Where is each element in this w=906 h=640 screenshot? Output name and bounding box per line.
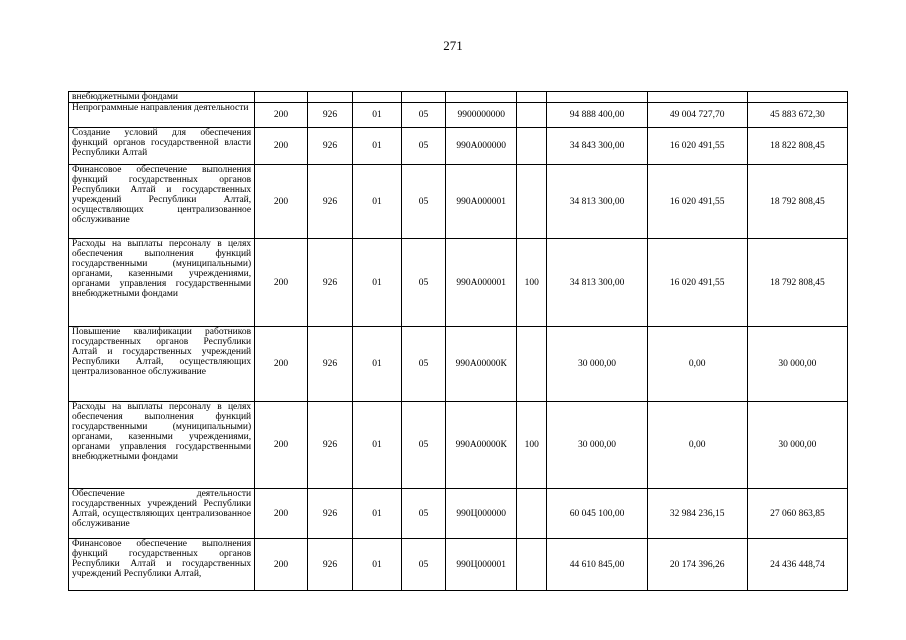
table-row (69, 103, 848, 128)
code-b-cell (307, 92, 353, 103)
amount-remaining-cell: 30 000,00 (747, 327, 847, 402)
amount-plan-cell: 30 000,00 (547, 327, 647, 402)
code-a-cell (255, 92, 308, 103)
code-b-cell: 926 (307, 489, 353, 539)
subsection-cell: 05 (401, 239, 446, 327)
section-cell: 01 (353, 239, 402, 327)
amount-remaining-cell: 30 000,00 (747, 402, 847, 489)
code-b-cell: 926 (307, 327, 353, 402)
target-article-cell: 990А000001 (446, 165, 517, 239)
row-name-cell: Финансовое обеспечение выполнения функций государственных органов Республики Алтай и государственных учреждений Республики Алтай, (69, 539, 255, 591)
amount-executed-cell (647, 92, 747, 103)
row-name-cell: Финансовое обеспечение выполнения функций государственных органов Республики Алтай и государственных учреждений Республики Алтай, осуществляющих централизованное обслуживание (69, 165, 255, 239)
row-name-cell: Обеспечение деятельности государственных учреждений Республики Алтай, осуществляющих централизованное обслуживание (69, 489, 255, 539)
expense-type-cell (517, 103, 547, 128)
target-article-cell: 990Ц000000 (446, 489, 517, 539)
expense-type-cell (517, 539, 547, 591)
target-article-cell: 990А000001 (446, 239, 517, 327)
table-row (69, 402, 848, 489)
code-b-cell: 926 (307, 239, 353, 327)
amount-remaining-cell: 18 792 808,45 (747, 165, 847, 239)
row-name-cell: Непрограммные направления деятельности (69, 103, 255, 128)
amount-plan-cell: 94 888 400,00 (547, 103, 647, 128)
row-name-cell: Создание условий для обеспечения функций органов государственной власти Республики Алтай (69, 128, 255, 165)
amount-remaining-cell: 24 436 448,74 (747, 539, 847, 591)
amount-plan-cell: 30 000,00 (547, 402, 647, 489)
amount-executed-cell: 20 174 396,26 (647, 539, 747, 591)
code-a-cell: 200 (255, 239, 308, 327)
amount-executed-cell: 0,00 (647, 402, 747, 489)
expense-type-cell (517, 489, 547, 539)
expense-type-cell (517, 165, 547, 239)
subsection-cell: 05 (401, 103, 446, 128)
amount-plan-cell: 34 843 300,00 (547, 128, 647, 165)
code-a-cell: 200 (255, 402, 308, 489)
code-a-cell: 200 (255, 165, 308, 239)
amount-executed-cell: 49 004 727,70 (647, 103, 747, 128)
amount-plan-cell: 60 045 100,00 (547, 489, 647, 539)
code-b-cell: 926 (307, 103, 353, 128)
section-cell: 01 (353, 128, 402, 165)
subsection-cell (401, 92, 446, 103)
subsection-cell: 05 (401, 128, 446, 165)
expense-type-cell: 100 (517, 402, 547, 489)
table-row (69, 165, 848, 239)
code-b-cell: 926 (307, 165, 353, 239)
table-row (69, 327, 848, 402)
amount-remaining-cell: 45 883 672,30 (747, 103, 847, 128)
code-b-cell: 926 (307, 402, 353, 489)
amount-remaining-cell: 18 792 808,45 (747, 239, 847, 327)
target-article-cell: 990Ц000001 (446, 539, 517, 591)
row-name-cell: Расходы на выплаты персоналу в целях обеспечения выполнения функций государственными (муниципальными) органами, казенными учреждениями, органами управления государственными внебюджетными фондами (69, 239, 255, 327)
subsection-cell: 05 (401, 165, 446, 239)
table-row (69, 489, 848, 539)
row-name-cell: Расходы на выплаты персоналу в целях обеспечения выполнения функций государственными (муниципальными) органами, казенными учреждениями, органами управления государственными внебюджетными фондами (69, 402, 255, 489)
code-a-cell: 200 (255, 128, 308, 165)
code-b-cell: 926 (307, 128, 353, 165)
section-cell: 01 (353, 402, 402, 489)
row-name-cell: внебюджетными фондами (69, 92, 255, 103)
amount-plan-cell: 34 813 300,00 (547, 239, 647, 327)
target-article-cell: 990А000000 (446, 128, 517, 165)
expense-type-cell: 100 (517, 239, 547, 327)
amount-executed-cell: 16 020 491,55 (647, 165, 747, 239)
expense-type-cell (517, 128, 547, 165)
target-article-cell: 990А00000К (446, 327, 517, 402)
subsection-cell: 05 (401, 539, 446, 591)
amount-remaining-cell: 27 060 863,85 (747, 489, 847, 539)
target-article-cell: 990А00000К (446, 402, 517, 489)
target-article-cell: 9900000000 (446, 103, 517, 128)
code-a-cell: 200 (255, 489, 308, 539)
section-cell (353, 92, 402, 103)
code-a-cell: 200 (255, 103, 308, 128)
code-b-cell: 926 (307, 539, 353, 591)
subsection-cell: 05 (401, 489, 446, 539)
amount-remaining-cell: 18 822 808,45 (747, 128, 847, 165)
amount-executed-cell: 16 020 491,55 (647, 128, 747, 165)
table-row (69, 539, 848, 591)
amount-executed-cell: 32 984 236,15 (647, 489, 747, 539)
amount-plan-cell (547, 92, 647, 103)
subsection-cell: 05 (401, 327, 446, 402)
expense-type-cell (517, 92, 547, 103)
row-name-cell: Повышение квалификации работников государственных органов Республики Алтай и государственных учреждений Республики Алтай, осуществляющих централизованное обслуживание (69, 327, 255, 402)
section-cell: 01 (353, 327, 402, 402)
section-cell: 01 (353, 539, 402, 591)
subsection-cell: 05 (401, 402, 446, 489)
budget-table (68, 91, 848, 591)
expense-type-cell (517, 327, 547, 402)
code-a-cell: 200 (255, 327, 308, 402)
code-a-cell: 200 (255, 539, 308, 591)
page-number: 271 (443, 38, 463, 53)
target-article-cell (446, 92, 517, 103)
table-row (69, 239, 848, 327)
amount-plan-cell: 34 813 300,00 (547, 165, 647, 239)
section-cell: 01 (353, 165, 402, 239)
amount-executed-cell: 16 020 491,55 (647, 239, 747, 327)
amount-remaining-cell (747, 92, 847, 103)
table-row (69, 92, 848, 103)
table-row (69, 128, 848, 165)
amount-plan-cell: 44 610 845,00 (547, 539, 647, 591)
amount-executed-cell: 0,00 (647, 327, 747, 402)
section-cell: 01 (353, 103, 402, 128)
section-cell: 01 (353, 489, 402, 539)
